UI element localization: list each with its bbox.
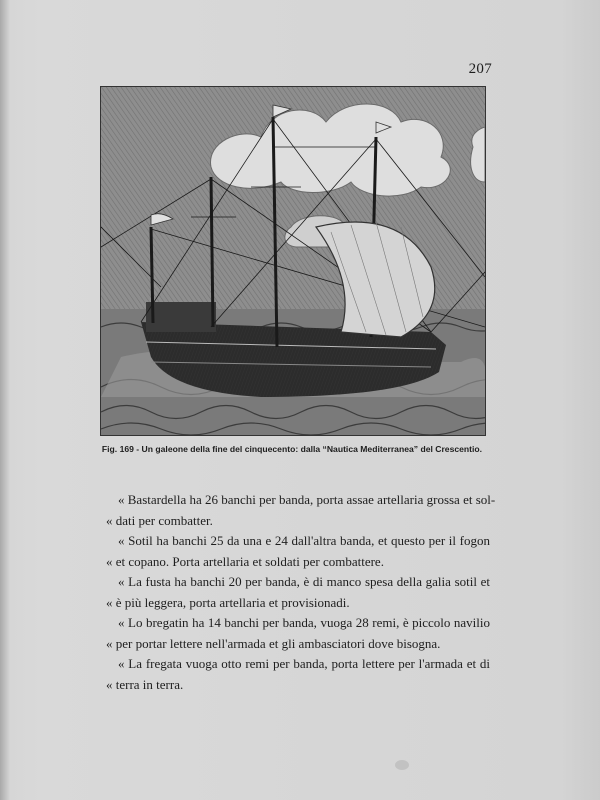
text-line: « per portar lettere nell'armada et gli ambasciatori dove bisogna. [106, 635, 441, 651]
galleon-engraving [100, 86, 486, 436]
paper-smudge [395, 760, 409, 770]
figure-caption: Fig. 169 - Un galeone della fine del cinquecento: dalla “Nautica Mediterranea” del Crescentio. [101, 444, 483, 454]
text-line: « terra in terra. [106, 676, 184, 692]
text-line: « Bastardella ha 26 banchi per banda, porta assae artellaria grossa et sol- [118, 492, 496, 507]
text-line: « La fregata vuoga otto remi per banda, porta lettere per l'armada et di [118, 656, 490, 671]
page-number: 207 [468, 61, 492, 77]
text-line: « Sotil ha banchi 25 da una e 24 dall'altra banda, et questo per il fogon [118, 533, 490, 548]
galleon-illustration [101, 87, 485, 435]
text-line: « Lo bregatin ha 14 banchi per banda, vuoga 28 remi, è piccolo navilio [118, 615, 490, 630]
text-line: « et copano. Porta artellaria et soldati per combattere. [106, 553, 384, 569]
text-line: « La fusta ha banchi 20 per banda, è di manco spesa della galia sotil et [118, 574, 490, 589]
text-line: « è più leggera, porta artellaria et provisionadi. [106, 594, 350, 610]
body-text [94, 490, 496, 695]
text-line: « dati per combatter. [106, 512, 213, 528]
